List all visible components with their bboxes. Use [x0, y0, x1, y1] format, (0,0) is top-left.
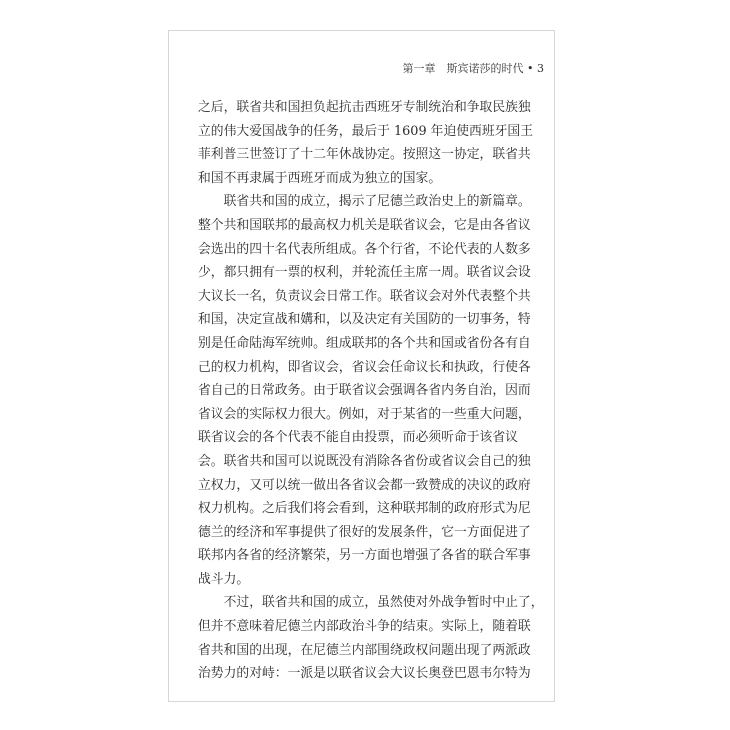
text-line: 会。联省共和国可以说既没有消除各省份或省议会自己的独 — [198, 453, 531, 469]
text-line: 整个共和国联邦的最高权力机关是联省议会，它是由各省议 — [198, 217, 531, 233]
text-line: 不过，联省共和国的成立，虽然使对外战争暂时中止了， — [198, 595, 544, 611]
paragraph-2 — [198, 190, 544, 591]
text-line: 但并不意味着尼德兰内部政治斗争的结束。实际上，随着联 — [198, 619, 531, 635]
text-line: 省自己的日常政务。由于联省议会强调各省内务自治，因而 — [198, 383, 531, 399]
text-line: 别是任命陆海军统帅。组成联邦的各个共和国或省份各有自 — [198, 335, 531, 351]
text-line: 立的伟大爱国战争的任务，最后于 1609 年迫使西班牙国王 — [198, 123, 534, 139]
text-line: 立权力，又可以统一做出各省议会都一致赞成的决议的政府 — [198, 477, 531, 493]
text-line: 治势力的对峙：一派是以联省议会大议长奥登巴恩韦尔特为 — [198, 666, 531, 682]
text-line: 己的权力机构，即省议会，省议会任命议长和执政，行使各 — [198, 359, 531, 375]
text-line: 之后，联省共和国担负起抗击西班牙专制统治和争取民族独 — [198, 100, 531, 115]
text-line: 战斗力。 — [198, 571, 250, 587]
text-line: 大议长一名，负责议会日常工作。联省议会对外代表整个共 — [198, 288, 531, 304]
text-line: 德兰的经济和军事提供了很好的发展条件，它一方面促进了 — [198, 524, 531, 540]
text-line: 少，都只拥有一票的权利，并轮流任主席一周。联省议会设 — [198, 265, 531, 281]
text-line: 和国，决定宣战和媾和，以及决定有关国防的一切事务，特 — [198, 312, 531, 328]
text-line: 联省议会的各个代表不能自由投票，而必须听命于该省议 — [198, 430, 518, 446]
text-line: 权力机构。之后我们将会看到，这种联邦制的政府形式为尼 — [198, 501, 531, 517]
text-line: 联省共和国的成立，揭示了尼德兰政治史上的新篇章。 — [198, 194, 531, 210]
paragraph-1 — [198, 96, 544, 190]
running-head: 第一章 斯宾诺莎的时代 • 3 — [402, 62, 544, 75]
text-line: 会选出的四十名代表所组成。各个行省，不论代表的人数多 — [198, 241, 531, 257]
paragraph-3 — [198, 591, 544, 685]
text-line: 菲利普三世签订了十二年休战协定。按照这一协定，联省共 — [198, 147, 531, 163]
body-text — [198, 96, 544, 686]
text-line: 省议会的实际权力很大。例如，对于某省的一些重大问题， — [198, 406, 531, 422]
text-line: 和国不再隶属于西班牙而成为独立的国家。 — [198, 170, 442, 186]
text-line: 省共和国的出现，在尼德兰内部围绕政权问题出现了两派政 — [198, 642, 531, 658]
text-line: 联邦内各省的经济繁荣，另一方面也增强了各省的联合军事 — [198, 548, 531, 564]
